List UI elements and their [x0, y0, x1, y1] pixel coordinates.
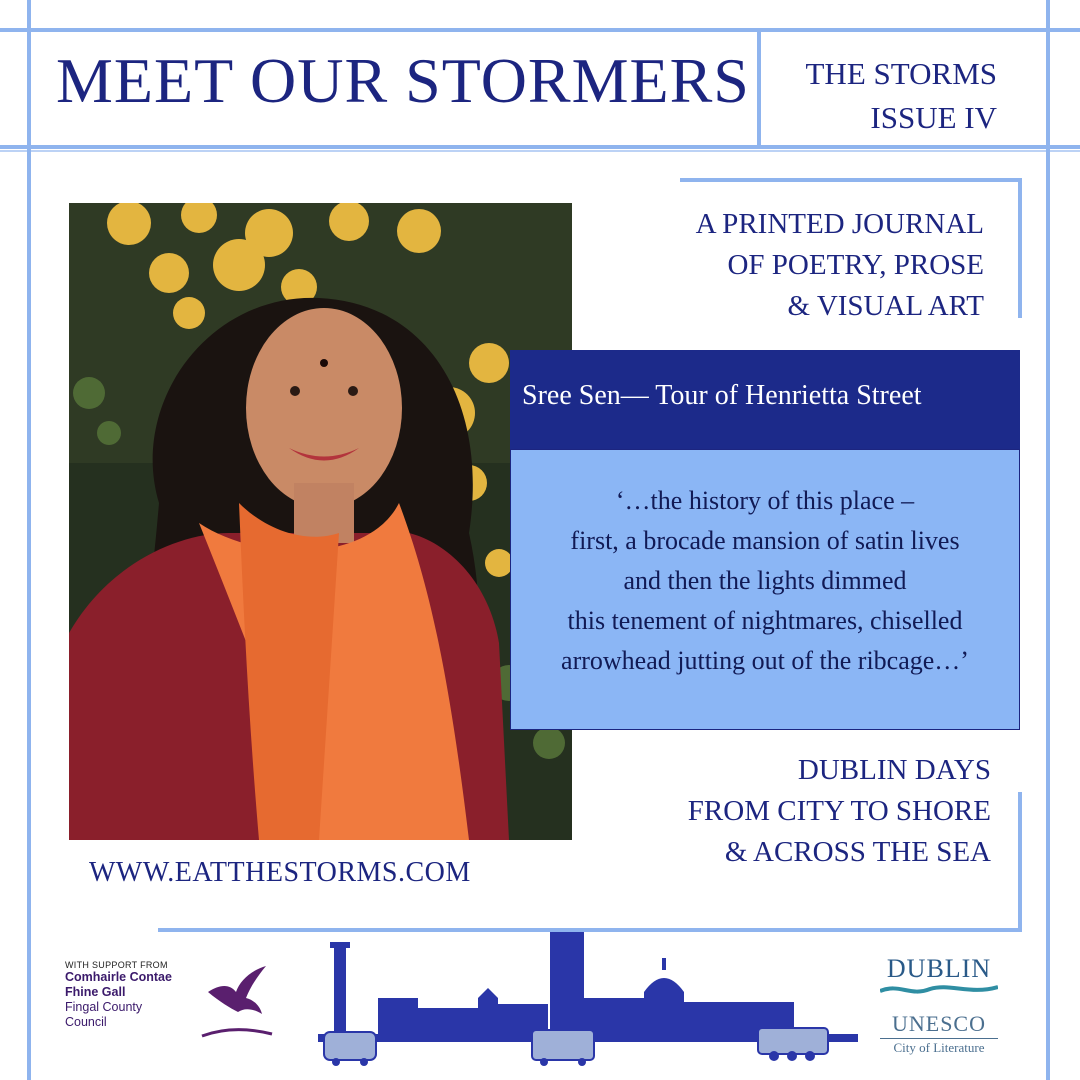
- frame-header-bottom-line: [0, 145, 1080, 149]
- support-org-2: Fhine Gall: [65, 985, 126, 999]
- quote-body: [510, 449, 1020, 730]
- tagline-bottom-accent-v: [1018, 792, 1022, 932]
- tagline-bottom: [688, 750, 991, 873]
- dublin-skyline-illustration: [318, 928, 858, 1073]
- support-org-4: Council: [65, 1015, 107, 1029]
- tagline-bottom-line-2: FROM CITY TO SHORE: [687, 795, 991, 827]
- tagline-bottom-line-3: & ACROSS THE SEA: [724, 836, 991, 868]
- issue-line-1: THE STORMS: [805, 56, 997, 91]
- quote-line: this tenement of nightmares, chiselled: [567, 606, 963, 635]
- unesco-org: UNESCO: [891, 1011, 986, 1036]
- quote-line: first, a brocade mansion of satin lives: [570, 526, 960, 555]
- frame-header-bottom-line-2: [0, 150, 1080, 152]
- tagline-top-line-1: A PRINTED JOURNAL: [695, 208, 984, 240]
- quote-heading: Sree Sen— Tour of Henrietta Street: [510, 350, 1020, 449]
- wave-icon: [880, 983, 998, 997]
- tagline-top-line-3: & VISUAL ART: [787, 290, 984, 322]
- quote-line: arrowhead jutting out of the ribcage…’: [561, 646, 969, 675]
- support-org-3: Fingal County: [65, 1000, 143, 1014]
- unesco-designation: City of Literature: [880, 1038, 998, 1056]
- issue-label: [806, 52, 998, 140]
- tagline-top-accent-v: [1018, 178, 1022, 318]
- tagline-top: [696, 204, 984, 327]
- website-link[interactable]: WWW.EATTHESTORMS.COM: [89, 857, 471, 888]
- issue-line-2: ISSUE IV: [870, 100, 997, 135]
- tagline-top-accent-h: [680, 178, 1022, 182]
- fingal-bird-icon: [200, 962, 274, 1047]
- page-title: MEET OUR STORMERS: [56, 45, 750, 116]
- frame-right-line: [1046, 0, 1050, 1080]
- frame-top-line: [0, 28, 1080, 32]
- quote-line: ‘…the history of this place –: [615, 486, 915, 515]
- unesco-city: DUBLIN: [886, 954, 992, 983]
- author-portrait: [69, 203, 572, 840]
- header-divider-line: [757, 28, 761, 149]
- quote-line: and then the lights dimmed: [623, 566, 907, 595]
- support-org-1: Comhairle Contae: [65, 970, 172, 984]
- frame-left-line: [27, 0, 31, 1080]
- tagline-top-line-2: OF POETRY, PROSE: [727, 249, 984, 281]
- fingal-support-logo: [65, 960, 172, 1030]
- tagline-bottom-line-1: DUBLIN DAYS: [797, 754, 991, 786]
- support-intro: WITH SUPPORT FROM: [65, 960, 168, 970]
- unesco-city-of-literature-logo: [880, 955, 998, 1056]
